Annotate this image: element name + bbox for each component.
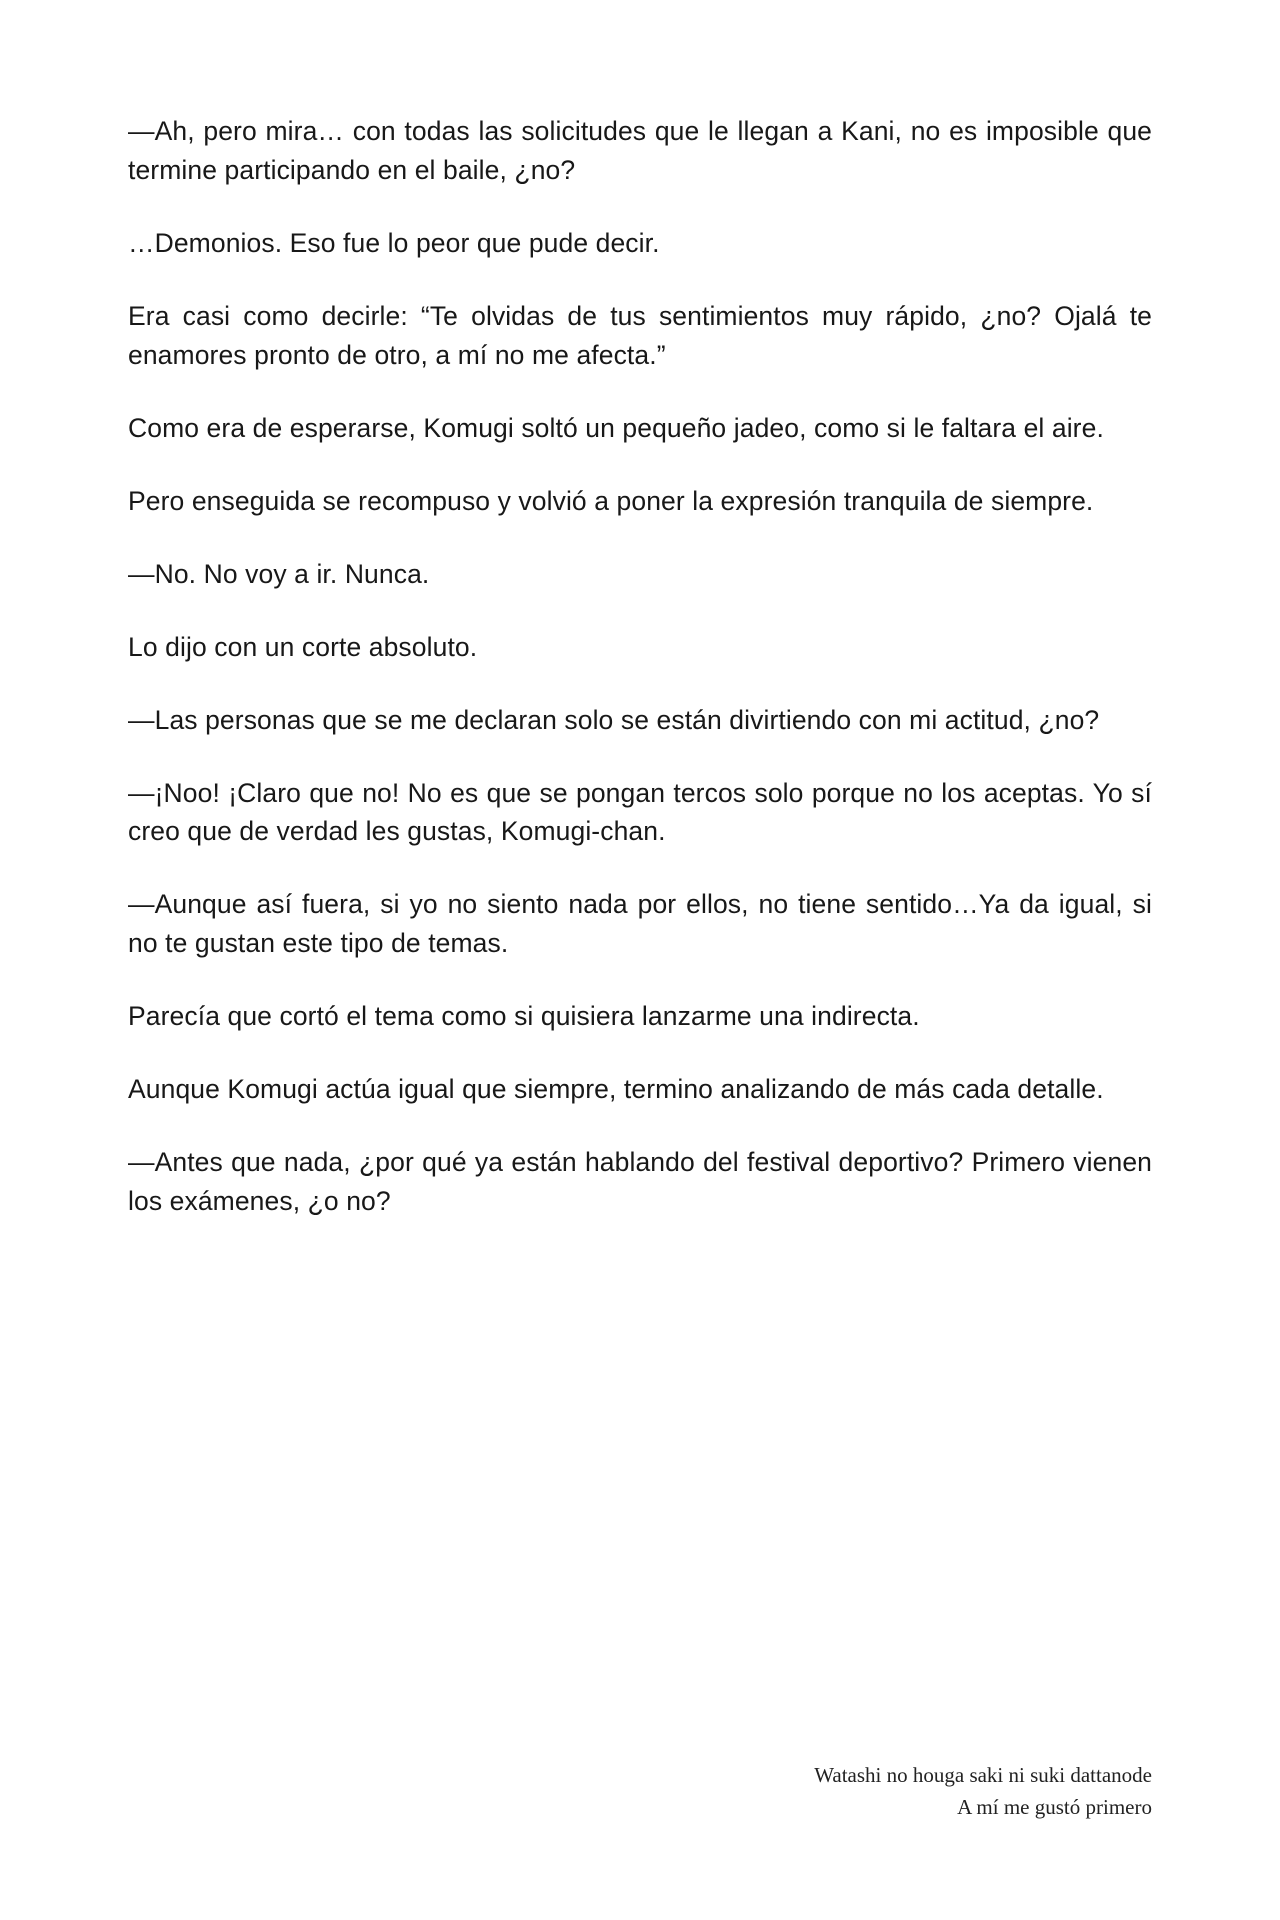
- page-footer: [0, 1759, 1152, 1824]
- footer-title-romaji: Watashi no houga saki ni suki dattanode: [814, 1762, 1152, 1787]
- paragraph: Parecía que cortó el tema como si quisiera lanzarme una indirecta.: [128, 1001, 920, 1032]
- paragraph: —¡Noo! ¡Claro que no! No es que se pongan tercos solo porque no los aceptas. Yo sí creo que de verdad les gustas, Komugi-chan.: [128, 777, 1152, 847]
- paragraph: Pero enseguida se recompuso y volvió a poner la expresión tranquila de siempre.: [128, 485, 1094, 516]
- paragraph: —Aunque así fuera, si yo no siento nada por ellos, no tiene sentido…Ya da igual, si no te gustan este tipo de temas.: [128, 889, 1152, 959]
- paragraph: —Antes que nada, ¿por qué ya están hablando del festival deportivo? Primero vienen los exámenes, ¿o no?: [128, 1147, 1152, 1217]
- paragraph: —Ah, pero mira… con todas las solicitudes que le llegan a Kani, no es imposible que termine participando en el baile, ¿no?: [128, 116, 1152, 185]
- paragraph: Aunque Komugi actúa igual que siempre, termino analizando de más cada detalle.: [128, 1074, 1104, 1105]
- paragraph: —No. No voy a ir. Nunca.: [128, 558, 430, 589]
- paragraph: —Las personas que se me declaran solo se están divirtiendo con mi actitud, ¿no?: [128, 704, 1100, 735]
- footer-title-spanish: A mí me gustó primero: [957, 1795, 1152, 1820]
- body-text: [128, 112, 1152, 1221]
- paragraph: …Demonios. Eso fue lo peor que pude decir.: [128, 227, 660, 258]
- paragraph: Era casi como decirle: “Te olvidas de tus sentimientos muy rápido, ¿no? Ojalá te enamores pronto de otro, a mí no me afecta.”: [128, 300, 1152, 370]
- paragraph: Lo dijo con un corte absoluto.: [128, 631, 478, 662]
- paragraph: Como era de esperarse, Komugi soltó un pequeño jadeo, como si le faltara el aire.: [128, 412, 1104, 443]
